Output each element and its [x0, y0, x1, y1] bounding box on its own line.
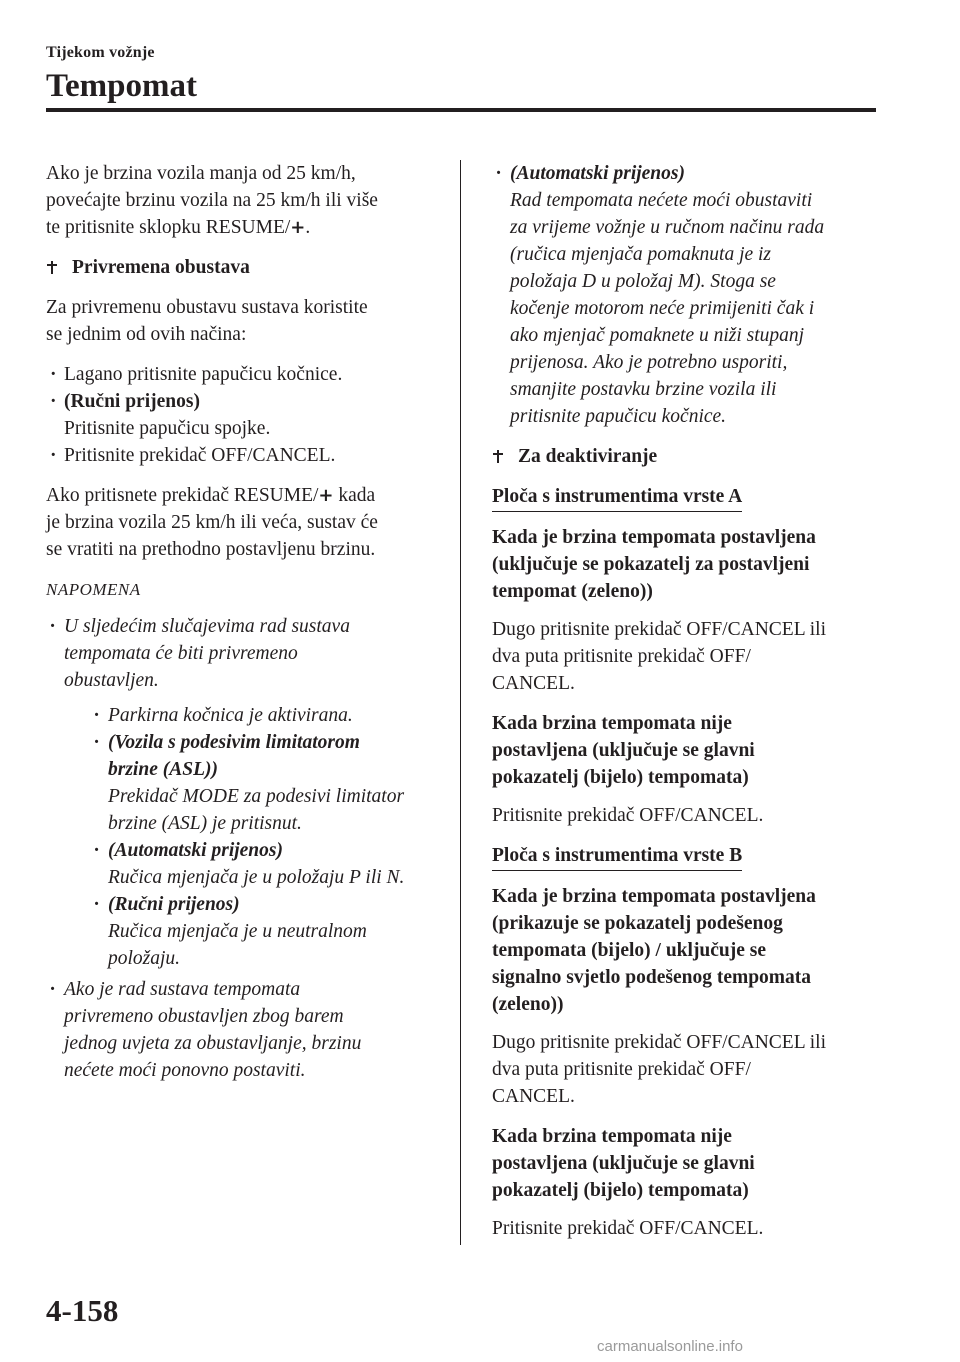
section-marker-icon [46, 261, 58, 274]
page-title: Tempomat [46, 68, 197, 104]
heading-temporary-suspension: Privremena obustava [46, 254, 438, 281]
instruction-b2: Pritisnite prekidač OFF/CANCEL. [492, 1218, 764, 1239]
note-list [46, 613, 438, 1084]
left-column [46, 160, 438, 1097]
note-list-continued [492, 160, 884, 430]
watermark: carmanualsonline.info [597, 1338, 743, 1355]
page-header [46, 44, 197, 105]
resume-paragraph: Ako pritisnete prekidač RESUME/+ kada je brzina vozila 25 km/h ili veća, sustav će se vratiti na prethodno postavljenu brzinu. [46, 485, 378, 560]
plus-icon: + [290, 217, 306, 238]
list-item: · (Ručni prijenos) Pritisnite papučicu spojke. [46, 388, 438, 442]
condition-not-set-a: Kada brzina tempomata nije postavljena (uključuje se glavni pokazatelj (bijelo) tempomata) [492, 713, 755, 788]
condition-set-speed-b: Kada je brzina tempomata postavljena (prikazuje se pokazatelj podešenog tempomata (bijelo) / uključuje se signalno svjetlo podešenog tempomata (zeleno)) [492, 886, 816, 1015]
heading-deactivation: Za deaktiviranje [492, 443, 884, 470]
right-column [492, 160, 884, 1255]
list-item: · (Automatski prijenos) Ručica mjenjača je u položaju P ili N. [90, 837, 438, 891]
list-item: · U sljedećim slučajevima rad sustava tempomata će biti privremeno obustavljen. · Parkirna kočnica je aktivirana. · (Vozila s podesivim limitatorom brzine (ASL)) Prekidač MODE za podesivi limitator brzine (ASL) je pritisnut. · (Automatski prijenos) Ručica mjenjača je u položaju P ili N. · (Ručni prijenos) Ručica mjenjača je u neutralnom položaju. [46, 613, 438, 972]
suspension-methods-list [46, 361, 438, 469]
list-item: · (Ručni prijenos) Ručica mjenjača je u neutralnom položaju. [90, 891, 438, 972]
suspension-paragraph: Za privremenu obustavu sustava koristite se jednim od ovih načina: [46, 297, 368, 345]
list-item: · (Automatski prijenos) Rad tempomata nećete moći obustaviti za vrijeme vožnje u ručnom načinu rada (ručica mjenjača pomaknuta je iz položaja D u položaj M). Stoga se kočenje motorom neće primijeniti čak i ako mjenjač pomaknete u niži stupanj prijenosa. Ako je potrebno usporiti, smanjite postavku brzine vozila ili pritisnite papučicu kočnice. [492, 160, 884, 430]
intro-paragraph: Ako je brzina vozila manja od 25 km/h, povećajte brzinu vozila na 25 km/h ili više te pritisnite sklopku RESUME/+. [46, 163, 378, 238]
section-label: Tijekom vožnje [46, 44, 155, 61]
list-item: · Pritisnite prekidač OFF/CANCEL. [46, 442, 438, 469]
condition-set-speed-a: Kada je brzina tempomata postavljena (uključuje se pokazatelj za postavljeni tempomat (zeleno)) [492, 527, 816, 602]
list-item: · Ako je rad sustava tempomata privremeno obustavljen zbog barem jednog uvjeta za obustavljanje, brzinu nećete moći ponovno postaviti. [46, 976, 438, 1084]
section-marker-icon [492, 450, 504, 463]
page-number: 4-158 [46, 1293, 119, 1328]
subheading-type-b: Ploča s instrumentima vrste B [492, 842, 742, 871]
list-item: · (Vozila s podesivim limitatorom brzine (ASL)) Prekidač MODE za podesivi limitator brzine (ASL) je pritisnut. [90, 729, 438, 837]
note-title: NAPOMENA [46, 580, 141, 599]
subheading-type-a: Ploča s instrumentima vrste A [492, 483, 742, 512]
column-divider [460, 160, 461, 1245]
list-item: · Lagano pritisnite papučicu kočnice. [46, 361, 438, 388]
instruction-b1: Dugo pritisnite prekidač OFF/CANCEL ili dva puta pritisnite prekidač OFF/ CANCEL. [492, 1032, 827, 1107]
note-sublist [90, 702, 438, 972]
instruction-a1: Dugo pritisnite prekidač OFF/CANCEL ili dva puta pritisnite prekidač OFF/ CANCEL. [492, 619, 827, 694]
plus-icon: + [318, 485, 334, 506]
list-item: · Parkirna kočnica je aktivirana. [90, 702, 438, 729]
header-rule [46, 108, 876, 112]
instruction-a2: Pritisnite prekidač OFF/CANCEL. [492, 805, 764, 826]
condition-not-set-b: Kada brzina tempomata nije postavljena (uključuje se glavni pokazatelj (bijelo) tempomata) [492, 1126, 755, 1201]
